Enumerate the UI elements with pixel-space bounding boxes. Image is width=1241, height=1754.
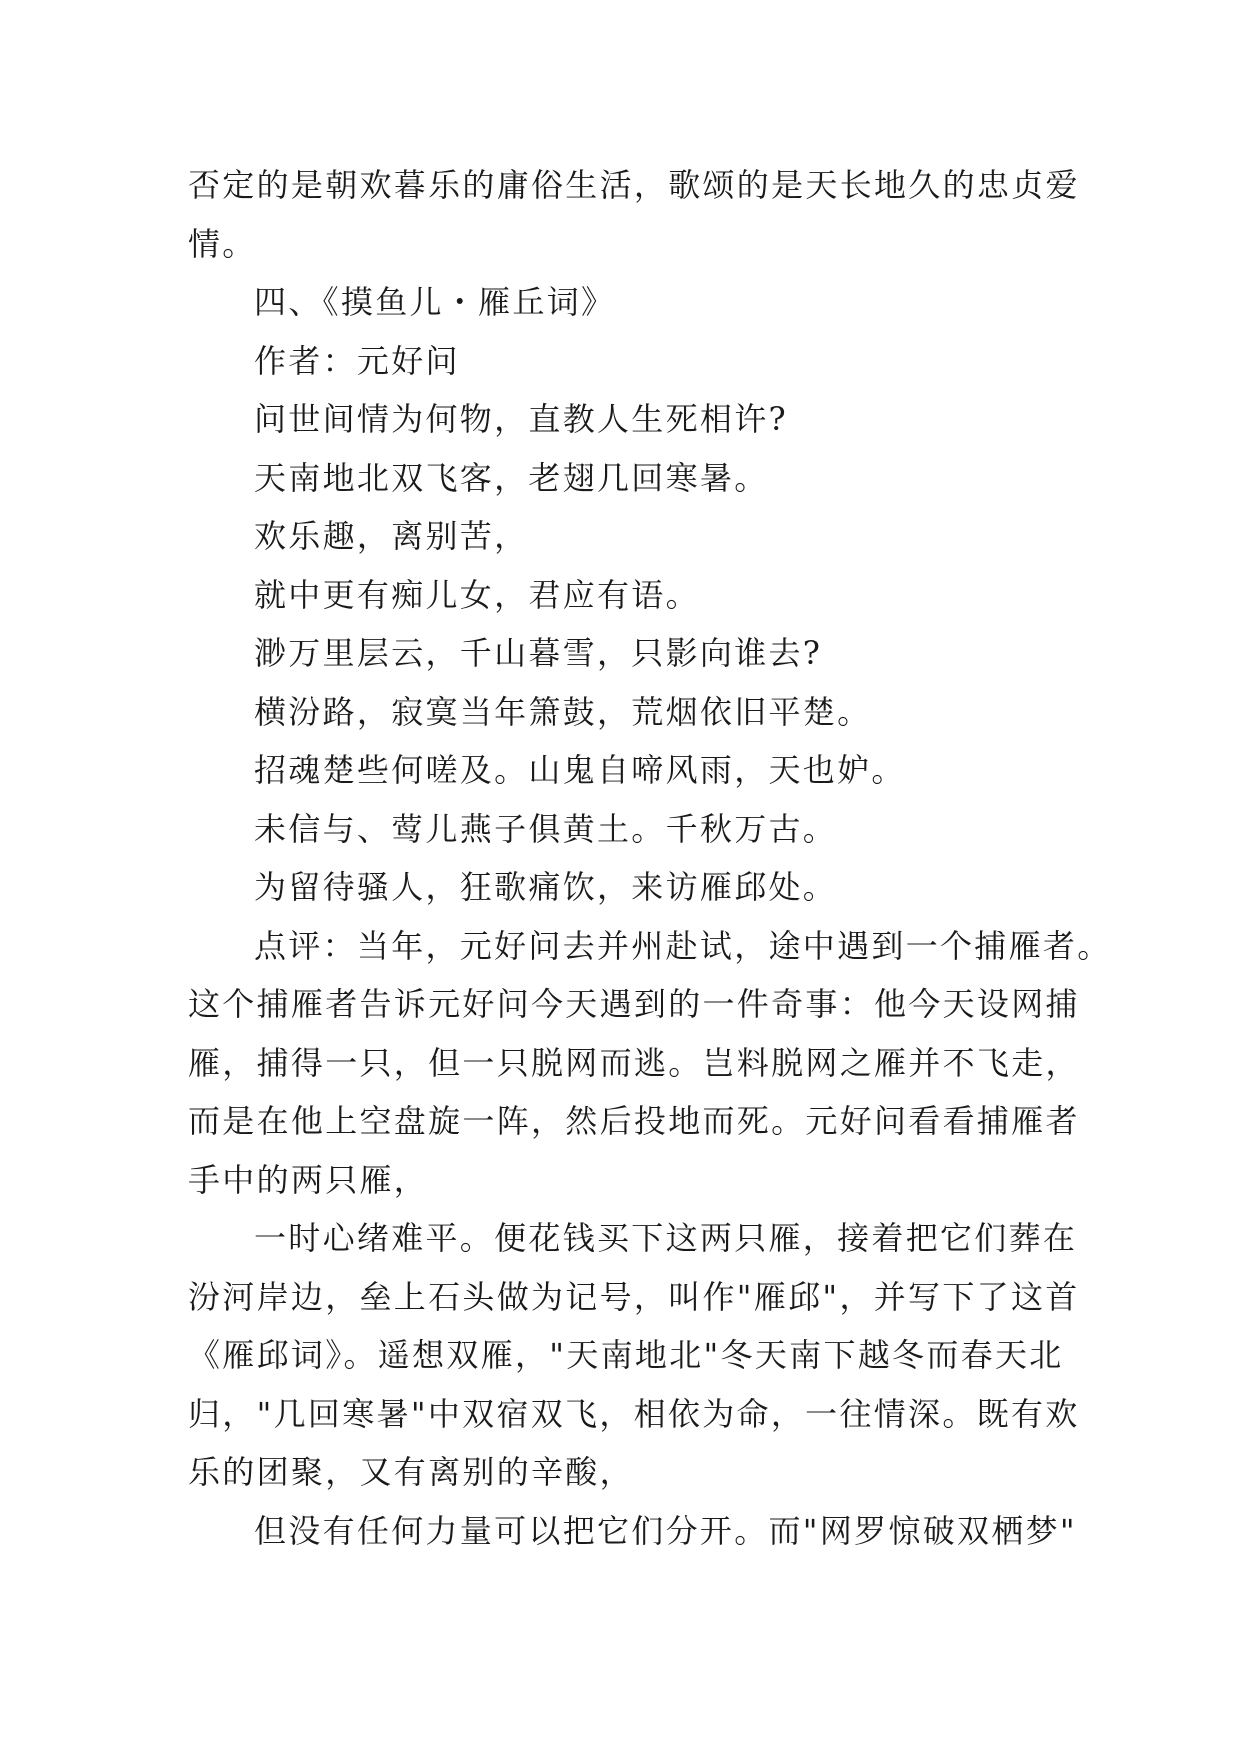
- poem-line: 渺万里层云，千山暮雪，只影向谁去?: [254, 634, 823, 672]
- section-heading: 四、《摸鱼儿・雁丘词》: [254, 283, 616, 321]
- commentary-line: 一时心绪难平。便花钱买下这两只雁，接着把它们葬在: [254, 1219, 1078, 1257]
- body-line: 否定的是朝欢暮乐的庸俗生活，歌颂的是天长地久的忠贞爱: [188, 166, 1080, 204]
- poem-line: 天南地北双飞客，老翅几回寒暑。: [254, 458, 769, 497]
- commentary-line: 点评：当年，元好问去并州赴试，途中遇到一个捕雁者。: [254, 926, 1112, 965]
- document-body: [188, 156, 1112, 1560]
- poem-line: 为留待骚人，狂歌痛饮，来访雁邱处。: [254, 868, 838, 906]
- poem-line: 横汾路，寂寞当年箫鼓，荒烟依旧平楚。: [254, 692, 872, 731]
- poem-line: 欢乐趣，离别苦，: [254, 517, 529, 555]
- poem-line: 问世间情为何物，直教人生死相许?: [254, 400, 788, 438]
- body-line: 情。: [188, 224, 257, 263]
- commentary-line: 手中的两只雁，: [188, 1160, 429, 1199]
- commentary-line: 归，"几回寒暑"中双宿双飞，相依为命，一往情深。既有欢: [188, 1394, 1080, 1433]
- commentary-line: 这个捕雁者告诉元好问今天遇到的一件奇事：他今天设网捕: [188, 985, 1080, 1023]
- poem-line: 招魂楚些何嗟及。山鬼自啼风雨，天也妒。: [254, 751, 906, 789]
- poem-line: 就中更有痴儿女，君应有语。: [254, 575, 700, 614]
- commentary-line: 乐的团聚，又有离别的辛酸，: [188, 1453, 634, 1491]
- poem-line: 未信与、莺儿燕子俱黄土。千秋万古。: [254, 809, 838, 848]
- commentary-line: 汾河岸边，垒上石头做为记号，叫作"雁邱"，并写下了这首: [188, 1277, 1080, 1316]
- commentary-line: 而是在他上空盘旋一阵，然后投地而死。元好问看看捕雁者: [188, 1102, 1080, 1140]
- author-line: 作者：元好问: [254, 341, 460, 380]
- commentary-line: 雁，捕得一只，但一只脱网而逃。岂料脱网之雁并不飞走，: [188, 1043, 1080, 1082]
- commentary-line: 《雁邱词》。遥想双雁，"天南地北"冬天南下越冬而春天北: [188, 1336, 1064, 1374]
- commentary-line: 但没有任何力量可以把它们分开。而"网罗惊破双栖梦": [254, 1511, 1077, 1550]
